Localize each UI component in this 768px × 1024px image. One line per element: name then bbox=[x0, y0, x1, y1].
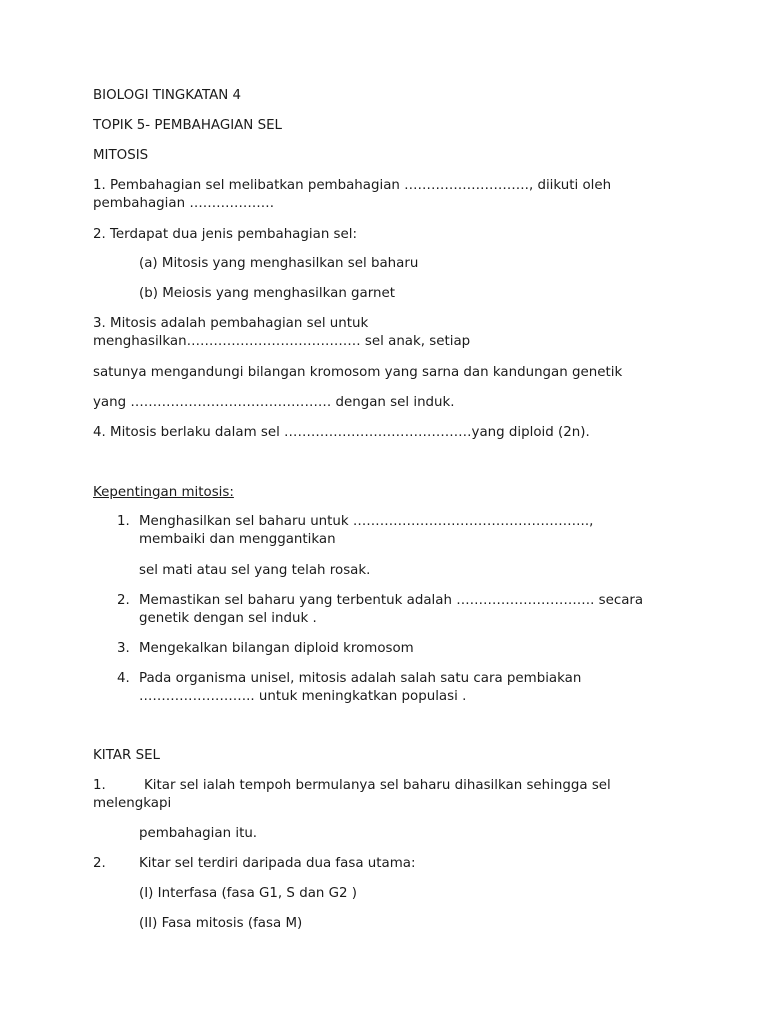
kepentingan-item-4-line-2: …………………….. untuk meningkatkan populasi . bbox=[139, 689, 467, 704]
kitar-sel-item-1-number: 1. bbox=[93, 778, 106, 793]
question-3-line-2: menghasilkan………………………………… sel anak, setiap bbox=[93, 334, 471, 349]
kitar-sel-item-1-line-2: melengkapi bbox=[93, 796, 172, 811]
section-heading-kitar-sel: KITAR SEL bbox=[93, 748, 161, 763]
kepentingan-item-2-line-1: Memastikan sel baharu yang terbentuk adalah …………………………. secara bbox=[139, 593, 644, 608]
question-4: 4. Mitosis berlaku dalam sel ……………………………………yang diploid (2n). bbox=[93, 425, 590, 440]
section-heading-mitosis: MITOSIS bbox=[93, 148, 149, 163]
kepentingan-heading: Kepentingan mitosis: bbox=[93, 485, 234, 500]
kepentingan-item-4-number: 4. bbox=[117, 671, 130, 686]
kepentingan-item-3-number: 3. bbox=[117, 641, 130, 656]
kepentingan-item-4-line-1: Pada organisma unisel, mitosis adalah salah satu cara pembiakan bbox=[139, 671, 582, 686]
kitar-sel-item-2-sub-1: (I) Interfasa (fasa G1, S dan G2 ) bbox=[139, 886, 358, 901]
question-3-line-1: 3. Mitosis adalah pembahagian sel untuk bbox=[93, 316, 369, 331]
subject-title: BIOLOGI TINGKATAN 4 bbox=[93, 88, 242, 103]
topic-title: TOPIK 5- PEMBAHAGIAN SEL bbox=[93, 118, 282, 133]
kepentingan-item-1-line-2: membaiki dan menggantikan bbox=[139, 532, 336, 547]
kitar-sel-item-2-line-1: Kitar sel terdiri daripada dua fasa utama: bbox=[139, 856, 416, 871]
question-1-line-2: pembahagian ………………. bbox=[93, 196, 274, 211]
kepentingan-item-2-number: 2. bbox=[117, 593, 130, 608]
kepentingan-item-2-line-2: genetik dengan sel induk . bbox=[139, 611, 317, 626]
question-2-option-a: (a) Mitosis yang menghasilkan sel baharu bbox=[139, 256, 419, 271]
question-2: 2. Terdapat dua jenis pembahagian sel: bbox=[93, 227, 358, 242]
kepentingan-item-3-line-1: Mengekalkan bilangan diploid kromosom bbox=[139, 641, 414, 656]
kitar-sel-item-2-sub-2: (II) Fasa mitosis (fasa M) bbox=[139, 916, 303, 931]
kepentingan-item-1-line-3: sel mati atau sel yang telah rosak. bbox=[139, 563, 371, 578]
kepentingan-item-1-number: 1. bbox=[117, 514, 130, 529]
question-1-line-1: 1. Pembahagian sel melibatkan pembahagian ………………………., diikuti oleh bbox=[93, 178, 612, 193]
kepentingan-item-1-line-1: Menghasilkan sel baharu untuk …………………………………………….., bbox=[139, 514, 594, 529]
kitar-sel-item-2-number: 2. bbox=[93, 856, 106, 871]
question-3-line-4: yang ……………………………………… dengan sel induk. bbox=[93, 395, 455, 410]
kitar-sel-item-1-line-1: Kitar sel ialah tempoh bermulanya sel baharu dihasilkan sehingga sel bbox=[144, 778, 611, 793]
question-2-option-b: (b) Meiosis yang menghasilkan garnet bbox=[139, 286, 396, 301]
kitar-sel-item-1-line-3: pembahagian itu. bbox=[139, 826, 258, 841]
question-3-line-3: satunya mengandungi bilangan kromosom yang sarna dan kandungan genetik bbox=[93, 365, 623, 380]
